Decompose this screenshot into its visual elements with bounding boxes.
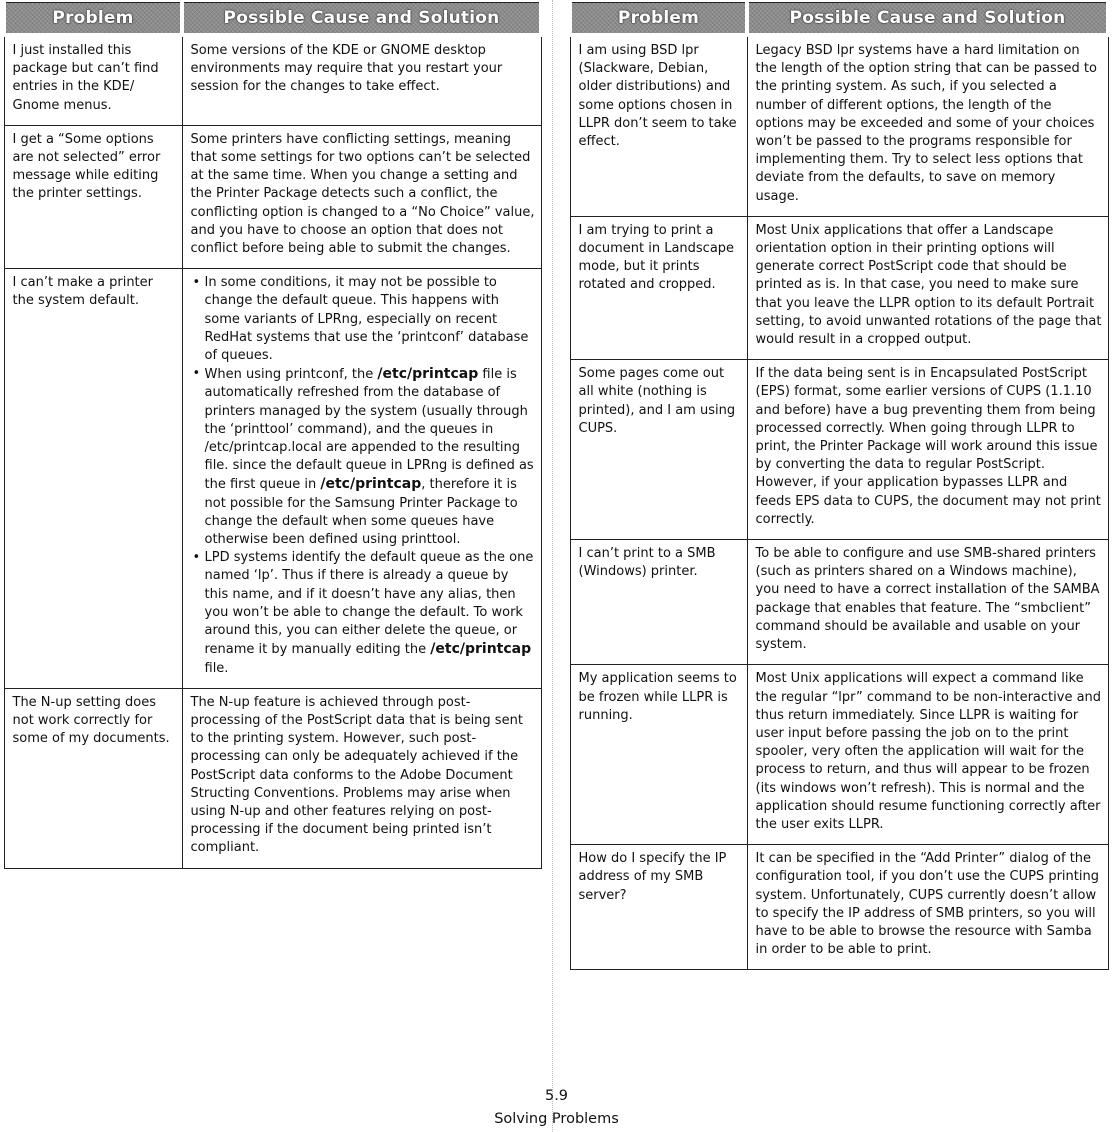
column-divider [552,0,553,1132]
table-row [4,269,541,688]
troubleshooting-table-right [568,2,1110,970]
file-path: /etc/printcap [320,476,422,493]
problem-column-header: Problem [4,3,182,36]
table-row [4,125,541,268]
problem-cell: I get a “Some options are not selected” error message while editing the printer settings. [4,125,182,268]
problem-cell: The N-up setting does not work correctly for some of my documents. [4,688,182,868]
troubleshooting-table-left [2,2,543,869]
section-title: Solving Problems [494,1111,619,1127]
file-path: /etc/printcap [430,641,532,658]
solution-cell: Legacy BSD lpr systems have a hard limitation on the length of the option string that can be passed to the printing system. As such, if you selected a number of different options, the length of the options may be exceeded and some of your choices won’t be passed to the programs responsible for implementing them. Try to select less options that deviate from the defaults, to save on memory usage. [747,35,1108,216]
bullet-item: • In some conditions, it may not be possible to change the default queue. This happens with some variants of LPRng, especially on recent RedHat systems that use the ‘printconf’ database of queues. [205,274,535,365]
solution-cell: The N-up feature is achieved through post-processing of the PostScript data that is being sent to the printing system. However, such post-processing can only be adequately achieved if the PostScript data conforms to the Adobe Document Structing Conventions. Problems may arise when using N-up and other features relying on post-processing if the document being printed isn’t compliant. [182,688,541,868]
table-header-row [4,3,541,36]
problem-cell: I just installed this package but can’t find entries in the KDE/ Gnome menus. [4,35,182,125]
file-path: /etc/printcap [377,366,479,383]
solution-cell: Most Unix applications will expect a command like the regular “lpr” command to be non-interactive and thus return immediately. Since LLPR is waiting for user input before passing the job on to the print spooler, very often the application will wait for the process to return, and thus will appear to be frozen (its windows won’t refresh). This is normal and the application should resume functioning correctly after the user exits LLPR. [747,665,1108,845]
problem-cell: I am using BSD lpr (Slackware, Debian, older distributions) and some options chosen in LLPR don’t seem to take effect. [570,35,747,216]
problem-cell: I can’t make a printer the system default. [4,269,182,688]
table-row [570,665,1108,845]
solution-cell: To be able to configure and use SMB-shared printers (such as printers shared on a Windows machine), you need to have a correct installation of the SAMBA package that enables that feature. The “smbclient” command should be available and usable on your system. [747,540,1108,665]
problem-column-header: Problem [570,3,747,36]
problem-cell: My application seems to be frozen while LLPR is running. [570,665,747,845]
problem-cell: How do I specify the IP address of my SMB server? [570,845,747,970]
solution-cell: It can be specified in the “Add Printer” dialog of the configuration tool, if you don’t use the CUPS printing system. Unfortunately, CUPS currently doesn’t allow to specify the IP address of SMB printers, so you will have to be able to browse the resource with Samba in order to be able to print. [747,845,1108,970]
problem-cell: Some pages come out all white (nothing is printed), and I am using CUPS. [570,360,747,540]
table-row [4,688,541,868]
table-row [570,216,1108,359]
problem-cell: I am trying to print a document in Landscape mode, but it prints rotated and cropped. [570,216,747,359]
table-row [570,35,1108,216]
solution-cell: Most Unix applications that offer a Landscape orientation option in their printing options will generate correct PostScript code that should be printed as is. In that case, you need to make sure that you leave the LLPR option to its default Portrait setting, to avoid unwanted rotations of the page that would result in a cropped output. [747,216,1108,359]
problem-cell: I can’t print to a SMB (Windows) printer. [570,540,747,665]
solution-cell: If the data being sent is in Encapsulated PostScript (EPS) format, some earlier versions of CUPS (1.1.10 and before) have a bug preventing them from being processed correctly. When going through LLPR to print, the Printer Package will work around this issue by converting the data to regular PostScript. However, if your application bypasses LLPR and feeds EPS data to CUPS, the document may not print correctly. [747,360,1108,540]
solution-bullet-list [191,274,535,677]
table-header-row [570,3,1108,36]
cause-column-header: Possible Cause and Solution [747,3,1108,36]
table-row [570,540,1108,665]
page-number: 5.9 [544,1088,569,1104]
solution-cell [182,269,541,688]
bullet-item: • When using printconf, the /etc/printcap file is automatically refreshed from the database of printers managed by the system (usually through the ‘printtool’ command), and the queues in /etc/printcap.local are appended to the resulting file. since the default queue in LPRng is defined as the first queue in /etc/printcap, therefore it is not possible for the Samsung Printer Package to change the default when some queues have otherwise been defined using printtool. [205,365,535,549]
cause-column-header: Possible Cause and Solution [182,3,541,36]
solution-cell: Some printers have conflicting settings, meaning that some settings for two options can’t be selected at the same time. When you change a setting and the Printer Package detects such a conflict, the conflicting option is changed to a “No Choice” value, and you have to choose an option that does not conflict before being able to submit the changes. [182,125,541,268]
table-row [570,360,1108,540]
solution-cell: Some versions of the KDE or GNOME desktop environments may require that you restart your session for the changes to take effect. [182,35,541,125]
bullet-item: • LPD systems identify the default queue as the one named ‘lp’. Thus if there is already a queue by this name, and if it doesn’t have any alias, then you won’t be able to change the default. To work around this, you can either delete the queue, or rename it by manually editing the /etc/printcap file. [205,549,535,677]
table-row [570,845,1108,970]
table-row [4,35,541,125]
